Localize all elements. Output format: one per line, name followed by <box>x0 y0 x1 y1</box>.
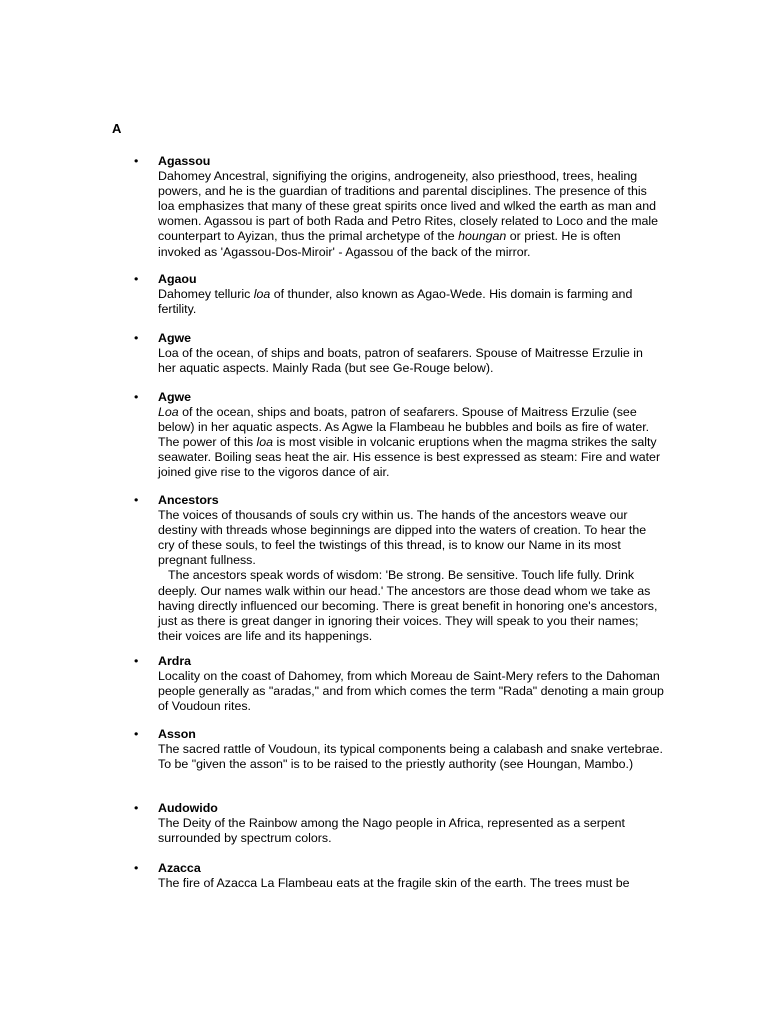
entry-definition <box>158 405 664 480</box>
italic-term: Loa <box>158 405 179 420</box>
entry-body <box>158 154 664 260</box>
bullet-icon: • <box>134 331 139 345</box>
entry-body <box>158 331 664 376</box>
entry-definition <box>158 669 664 714</box>
definition-paragraph <box>158 287 664 317</box>
bullet-icon: • <box>134 727 139 741</box>
entry-definition <box>158 742 664 772</box>
italic-term: loa <box>253 287 271 302</box>
definition-paragraph <box>158 169 664 260</box>
entry-term: Ardra <box>158 654 192 668</box>
entry-body <box>158 272 664 317</box>
entry-definition <box>158 346 664 376</box>
bullet-icon: • <box>134 493 139 507</box>
definition-paragraph <box>158 346 664 376</box>
entry-term: Agaou <box>158 272 197 286</box>
entry-body <box>158 654 664 714</box>
definition-text: of the ocean, ships and boats, patron of seafarers. Spouse of Maitress Erzulie (see below) in her aquatic aspects. As Agwe la Flambeau he bubbles and boils as fire of water. The power of this <box>158 405 650 450</box>
bullet-icon: • <box>134 861 139 875</box>
bullet-icon: • <box>134 272 139 286</box>
definition-text: The fire of Azacca La Flambeau eats at the fragile skin of the earth. The trees must be <box>158 876 630 891</box>
entry-definition <box>158 508 664 644</box>
entry-term: Agassou <box>158 154 211 168</box>
section-letter-heading: A <box>112 121 122 136</box>
definition-paragraph <box>158 508 664 568</box>
bullet-icon: • <box>134 654 139 668</box>
definition-text: The voices of thousands of souls cry within us. The hands of the ancestors weave our destiny with threads whose beginnings are dipped into the waters of creation. To hear the cry of these souls, to feel the twistings of this thread, is to know our Name in its most pregnant fullness. <box>158 508 647 568</box>
definition-paragraph <box>158 742 664 772</box>
entry-body <box>158 390 664 481</box>
definition-text: The Deity of the Rainbow among the Nago people in Africa, represented as a serpent surrounded by spectrum colors. <box>158 816 625 846</box>
definition-paragraph <box>158 405 664 480</box>
entry-term: Asson <box>158 727 196 741</box>
definition-text: Dahomey Ancestral, signifiying the origins, androgeneity, also priesthood, trees, healing powers, and he is the guardian of traditions and parental disciplines. The presence of this loa emphasizes that many of these great spirits once lived and wlked the earth as man and women. Agassou is part of both Rada and Petro Rites, closely related to Loco and the male counterpart to Ayizan, thus the primal archetype of the <box>158 169 659 244</box>
definition-paragraph <box>158 669 664 714</box>
entry-definition <box>158 169 664 260</box>
entry-definition <box>158 287 664 317</box>
definition-text: Dahomey telluric <box>158 287 254 302</box>
entry-definition <box>158 876 664 891</box>
entry-term: Azacca <box>158 861 201 875</box>
entry-term: Agwe <box>158 331 192 345</box>
definition-text: is most visible in volcanic eruptions when the magma strikes the salty seawater. Boiling seas heat the air. His essence is best expressed as steam: Fire and water joined give rise to the vigoros dance of air. <box>158 435 661 480</box>
definition-text: The ancestors speak words of wisdom: 'Be strong. Be sensitive. Touch life fully. Drink deeply. Our names walk within our head.' The ancestors are those dead whom we take as having directly influenced our becoming. There is great benefit in honoring one's ancestors, just as there is great danger in ignoring their voices. They will speak to you their names; their voices are life and its happenings. <box>158 568 658 643</box>
entry-body <box>158 801 664 846</box>
definition-paragraph <box>158 816 664 846</box>
italic-term: loa <box>256 435 274 450</box>
entry-term: Audowido <box>158 801 218 815</box>
entry-term: Agwe <box>158 390 192 404</box>
bullet-icon: • <box>134 390 139 404</box>
entry-body <box>158 727 664 772</box>
entry-body <box>158 861 664 891</box>
entry-term: Ancestors <box>158 493 219 507</box>
definition-text: or priest. He is often invoked as 'Agassou-Dos-Miroir' - Agassou of the back of the mirror. <box>158 229 621 259</box>
definition-paragraph <box>158 876 664 891</box>
entry-body <box>158 493 664 644</box>
italic-term: houngan <box>458 229 507 244</box>
bullet-icon: • <box>134 801 139 815</box>
definition-text: Locality on the coast of Dahomey, from which Moreau de Saint-Mery refers to the Dahoman people generally as "aradas," and from which comes the term "Rada" denoting a main group of Voudoun rites. <box>158 669 664 714</box>
definition-text: Loa of the ocean, of ships and boats, patron of seafarers. Spouse of Maitresse Erzulie in her aquatic aspects. Mainly Rada (but see Ge-Rouge below). <box>158 346 643 376</box>
bullet-icon: • <box>134 154 139 168</box>
entry-definition <box>158 816 664 846</box>
definition-paragraph <box>158 568 664 643</box>
definition-text: of thunder, also known as Agao-Wede. His domain is farming and fertility. <box>158 287 633 317</box>
definition-text: The sacred rattle of Voudoun, its typical components being a calabash and snake vertebrae. To be "given the asson" is to be raised to the priestly authority (see Houngan, Mambo.) <box>158 742 663 772</box>
